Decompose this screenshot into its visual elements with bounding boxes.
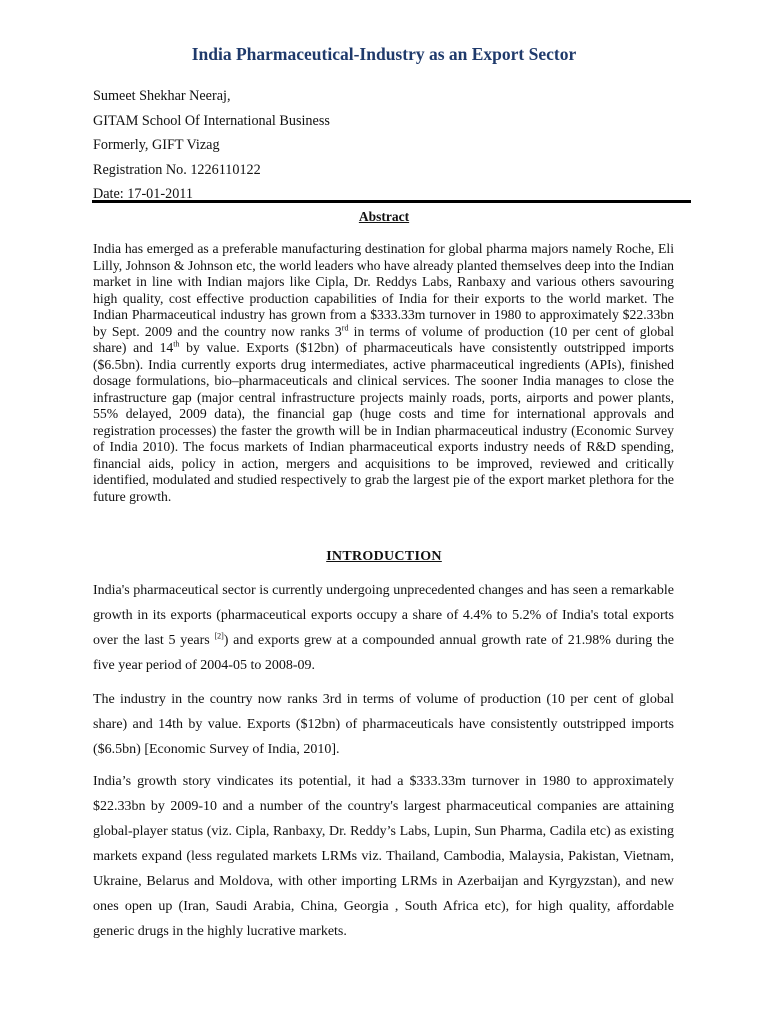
header-divider: [92, 200, 691, 203]
author-name: Sumeet Shekhar Neeraj,: [93, 88, 231, 104]
abstract-text: India has emerged as a preferable manufacturing destination for global pharma majors namely Roche, Eli Lilly, Johnson & Johnson etc, the world leaders who have already planted themselves deep into the Indian market in line with Indian majors like Cipla, Dr. Reddys Labs, Ranbaxy and various others savouring high quality, cost effective production capabilities of India for their exports to the world market. The Indian Pharmaceutical industry has grown from a $333.33m turnover in 1980 to approximately $22.33bn by Sept. 2009 and the country now ranks 3rd in terms of volume of production (10 per cent of global share) and 14th by value. Exports ($12bn) of pharmaceuticals have consistently outstripped imports ($6.5bn). India currently exports drug intermediates, active pharmaceutical ingredients (APIs), finished dosage formulations, bio–pharmaceuticals and clinical services. The sooner India manages to close the infrastructure gap (major central infrastructure projects mainly roads, ports, airports and power plants, 55% delayed, 2009 data), the financial gap (huge costs and time for international approvals and registration processes) the faster the growth will be in Indian pharmaceutical industry (Economic Survey of India 2010). The focus markets of Indian pharmaceutical exports industry needs of R&D spending, financial aids, policy in action, mergers and acquisitions to be improved, reviewed and critically identified, modulated and studied respectively to grab the largest pie of the export market plethora for the future growth.: [93, 241, 674, 504]
intro-paragraph-1: India's pharmaceutical sector is currently undergoing unprecedented changes and has seen a remarkable growth in its exports (pharmaceutical exports occupy a share of 4.4% to 5.2% of India's total exports over the last 5 years [2]) and exports grew at a compounded annual growth rate of 21.98% during the five year period of 2004-05 to 2008-09.: [93, 583, 674, 673]
paper-title: India Pharmaceutical-Industry as an Export Sector: [191, 44, 577, 64]
intro-paragraph-2: The industry in the country now ranks 3rd in terms of volume of production (10 per cent of global share) and 14th by value. Exports ($12bn) of pharmaceuticals have consistently outstripped imports ($6.5bn) [Economic Survey of India, 2010].: [93, 692, 674, 757]
introduction-heading: INTRODUCTION: [326, 549, 442, 564]
intro-paragraph-3: India’s growth story vindicates its potential, it had a $333.33m turnover in 1980 to approximately $22.33bn by 2009-10 and a number of the country's largest pharmaceutical companies are attaining global-player status (viz. Cipla, Ranbaxy, Dr. Reddy’s Labs, Lupin, Sun Pharma, Cadila etc) as existing markets expand (less regulated markets LRMs viz. Thailand, Cambodia, Malaysia, Pakistan, Vietnam, Ukraine, Belarus and Moldova, with other importing LRMs in Azerbaijan and Kyrgyzstan), and new ones open up (Iran, Saudi Arabia, China, Georgia , South Africa etc), for high quality, affordable generic drugs in the highly lucrative markets.: [93, 774, 674, 939]
paper-date: Date: 17-01-2011: [93, 186, 193, 202]
author-school: GITAM School Of International Business: [93, 113, 330, 129]
registration-number: Registration No. 1226110122: [93, 162, 261, 178]
abstract-heading: Abstract: [358, 209, 410, 224]
author-formerly: Formerly, GIFT Vizag: [93, 137, 220, 153]
